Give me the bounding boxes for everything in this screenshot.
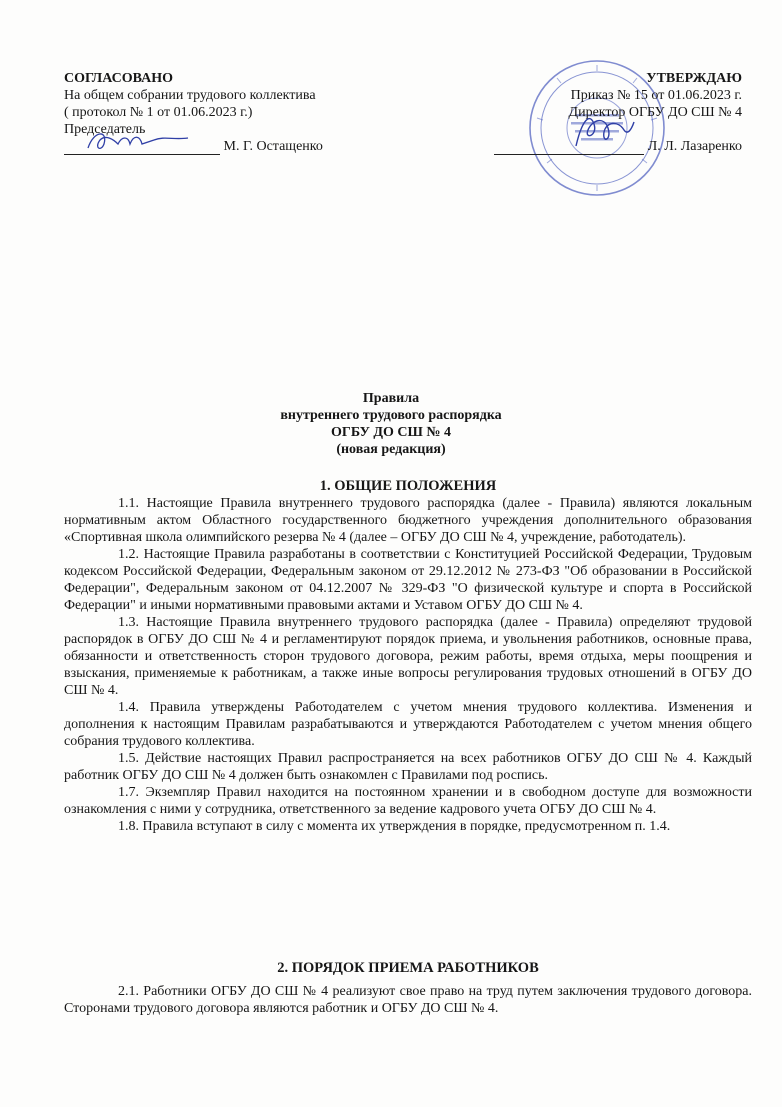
paragraph-1-5: 1.5. Действие настоящих Правил распространяется на всех работников ОГБУ ДО СШ № 4. Каждый работник ОГБУ ДО СШ № 4 должен быть ознакомлен с Правилами под роспись. — [64, 751, 752, 783]
approval-left-signature-row — [64, 138, 394, 155]
paragraph-1-2: 1.2. Настоящие Правила разработаны в соответствии с Конституцией Российской Федерации, Трудовым кодексом Российской Федерации, Федеральным законом от 29.12.2012 № 273-ФЗ "Об образовании в Российской Федерации", Федеральным законом от 04.12.2007 № 329-ФЗ "О физической культуре и спорта в Российской Федерации" и иными нормативными правовыми актами и Уставом ОГБУ ДО СШ № 4. — [64, 547, 752, 613]
approval-right-heading: УТВЕРЖДАЮ — [646, 71, 742, 86]
approval-left-heading: СОГЛАСОВАНО — [64, 71, 173, 86]
title-line1: Правила — [362, 391, 420, 406]
signature-line-right — [494, 138, 644, 155]
paragraph-1-4: 1.4. Правила утверждены Работодателем с учетом мнения трудового коллектива. Изменения и дополнения к настоящим Правилам разрабатываются и утверждаются Работодателем с учетом мнения общего собрания трудового коллектива. — [64, 700, 752, 749]
approval-right-name: Л. Л. Лазаренко — [647, 139, 742, 154]
section1-heading: 1. ОБЩИЕ ПОЛОЖЕНИЯ — [319, 478, 497, 494]
signature-line-left — [64, 138, 220, 155]
handwritten-signature-icon — [84, 126, 194, 156]
title-line4: (новая редакция) — [336, 442, 446, 457]
section-hiring-procedure — [64, 960, 752, 1017]
title-line2: внутреннего трудового распорядка — [280, 408, 502, 423]
paragraph-1-8: 1.8. Правила вступают в силу с момента их утверждения в порядке, предусмотренном п. 1.4. — [118, 819, 671, 834]
approval-left-name: М. Г. Остащенко — [223, 139, 323, 154]
approval-left-line1: На общем собрании трудового коллектива — [64, 88, 316, 103]
approval-left-block — [64, 70, 394, 155]
approval-right-line2: Директор ОГБУ ДО СШ № 4 — [568, 105, 742, 120]
section2-heading: 2. ПОРЯДОК ПРИЕМА РАБОТНИКОВ — [277, 960, 539, 976]
title-line3: ОГБУ ДО СШ № 4 — [331, 425, 451, 440]
approval-right-block — [442, 70, 742, 155]
approval-right-line1: Приказ № 15 от 01.06.2023 г. — [570, 88, 742, 103]
section-general-provisions — [64, 478, 752, 835]
approval-left-line2: ( протокол № 1 от 01.06.2023 г.) — [64, 105, 253, 120]
document-title — [0, 390, 782, 458]
paragraph-2-1: 2.1. Работники ОГБУ ДО СШ № 4 реализуют свое право на труд путем заключения трудового договора. Сторонами трудового договора являются работник и ОГБУ ДО СШ № 4. — [64, 984, 752, 1016]
paragraph-1-3: 1.3. Настоящие Правила внутреннего трудового распорядка (далее - Правила) определяют трудовой распорядок в ОГБУ ДО СШ № 4 и регламентируют порядок приема, и увольнения работников, основные права, обязанности и ответственность сторон трудового договора, режим работы, время отдыха, меры поощрения и взыскания, применяемые к работникам, а также иные вопросы регулирования трудовых отношений в ОГБУ ДО СШ № 4. — [64, 615, 752, 698]
approval-left-role: Председатель — [64, 122, 146, 137]
approval-right-signature-row — [442, 138, 742, 155]
paragraph-1-7: 1.7. Экземпляр Правил находится на постоянном хранении и в свободном доступе для возможности ознакомления с ними у сотрудника, ответственного за ведение кадрового учета ОГБУ ДО СШ № 4. — [64, 785, 752, 817]
paragraph-1-1: 1.1. Настоящие Правила внутреннего трудового распорядка (далее - Правила) являются локальным нормативным актом Областного государственного бюджетного учреждения дополнительного образования «Спортивная школа олимпийского резерва № 4 (далее – ОГБУ ДО СШ № 4, учреждение, работодатель). — [64, 496, 752, 545]
handwritten-signature-icon — [568, 110, 638, 152]
